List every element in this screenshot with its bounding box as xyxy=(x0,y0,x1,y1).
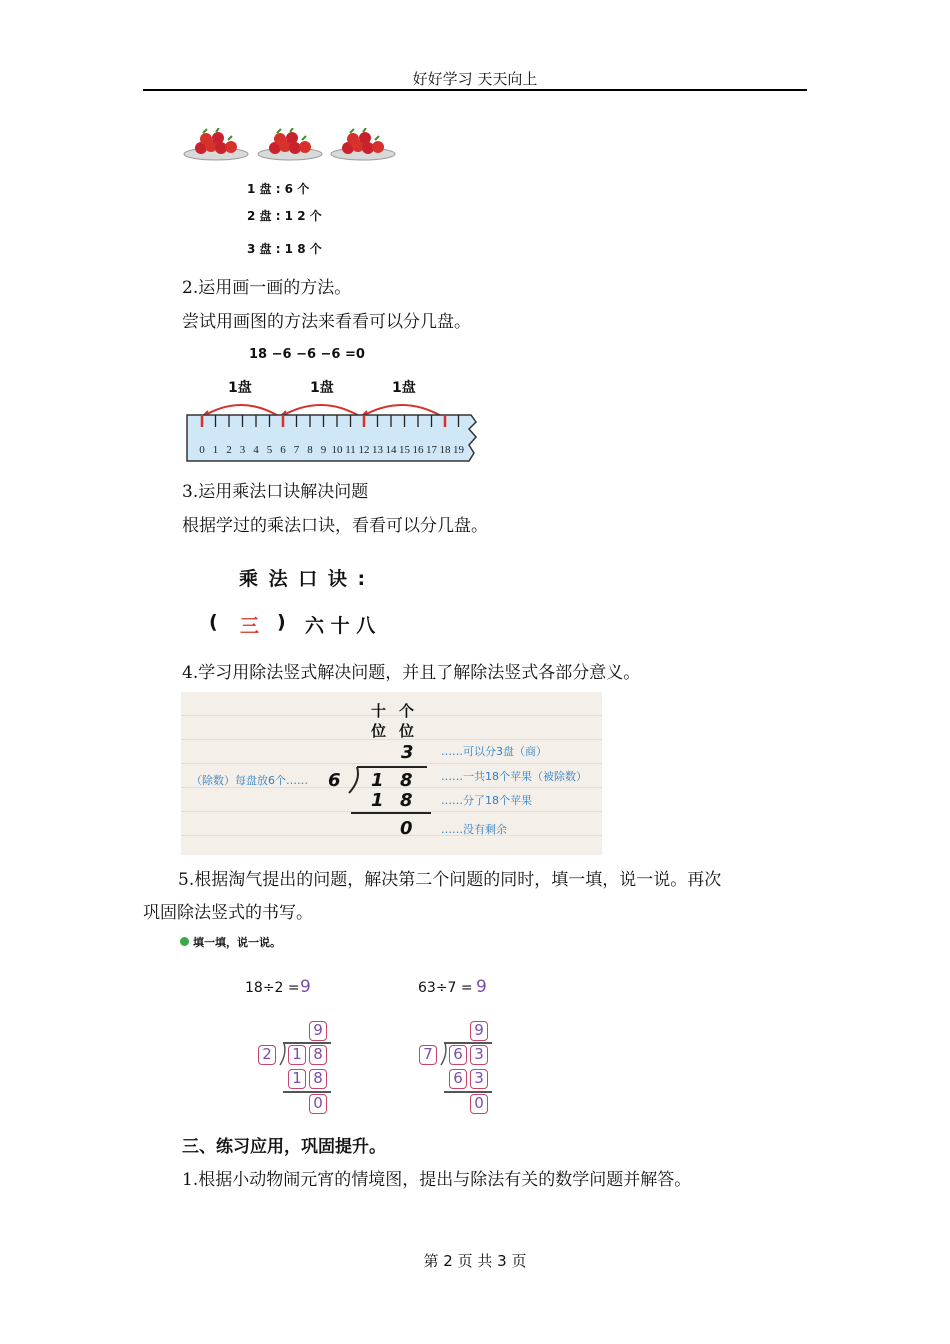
section2-text: 尝试用画图的方法来看看可以分几盘。 xyxy=(182,312,471,332)
part3-heading: 三、练习应用，巩固提升。 xyxy=(182,1137,386,1157)
section5-heading-line2: 巩固除法竖式的书写。 xyxy=(143,903,313,923)
section3-heading: 3.运用乘法口诀解决问题 xyxy=(182,482,369,502)
problem1-remainder-box: 0 xyxy=(309,1094,327,1114)
number-line-ruler xyxy=(186,395,481,465)
plate-count-1: 1 盘 : 6 个 xyxy=(247,182,310,196)
jump-label-1: 1盘 xyxy=(228,380,252,396)
section2-heading: 2.运用画一画的方法。 xyxy=(182,278,352,298)
ruler-number: 17 xyxy=(426,444,437,456)
ruler-number: 8 xyxy=(307,444,313,456)
note-divisor: （除数）每盘放6个…… xyxy=(191,774,308,787)
ruler-number: 10 xyxy=(331,444,343,456)
problem1-product-ones: 8 xyxy=(309,1069,327,1089)
ruler-number: 12 xyxy=(358,444,370,456)
problem1-dividend-tens: 1 xyxy=(288,1045,306,1065)
apple-plates-illustration xyxy=(183,128,398,164)
section4-heading: 4.学习用除法竖式解决问题，并且了解除法竖式各部分意义。 xyxy=(182,663,641,683)
dividend-ones: 8 xyxy=(400,770,413,791)
ruler-number: 0 xyxy=(199,444,205,456)
page-header: 好好学习 天天向上 xyxy=(412,70,538,88)
place-wei-tens: 位 xyxy=(371,722,387,740)
plate-count-3: 3 盘 : 1 8 个 xyxy=(247,242,322,256)
problem1-division-bar xyxy=(283,1042,331,1044)
ruler-number: 13 xyxy=(372,444,383,456)
ruler-number: 2 xyxy=(226,444,232,456)
problem2-bracket xyxy=(439,1042,449,1066)
division-bracket xyxy=(345,766,361,794)
problem1-divisor-box: 2 xyxy=(258,1045,276,1065)
rhyme-answer: 三 xyxy=(240,615,260,637)
rhyme-rest: 六 十 八 xyxy=(305,615,376,637)
ruler-number: 3 xyxy=(239,444,246,456)
problem2-divisor-box: 7 xyxy=(419,1045,437,1065)
ruler-number: 5 xyxy=(266,444,273,456)
problem1-quotient-box: 9 xyxy=(309,1021,327,1041)
division-bar xyxy=(357,766,427,768)
rhyme-open-paren: ( xyxy=(209,611,218,633)
product-tens: 1 xyxy=(371,790,384,811)
plate-1 xyxy=(184,128,248,160)
section3-text: 根据学过的乘法口诀，看看可以分几盘。 xyxy=(182,516,488,536)
divisor-digit: 6 xyxy=(328,770,341,791)
place-wei-ones: 位 xyxy=(399,722,415,740)
fill-say-label: 填一填，说一说。 xyxy=(193,936,281,949)
section5-heading-line1: 5.根据淘气提出的问题，解决第二个问题的同时，填一填，说一说。再次 xyxy=(178,870,722,890)
quotient-digit: 3 xyxy=(401,742,414,763)
problem2-product-tens: 6 xyxy=(449,1069,467,1089)
problem2-dividend-tens: 6 xyxy=(449,1045,467,1065)
problem1-dividend-ones: 8 xyxy=(309,1045,327,1065)
problem2-remainder-box: 0 xyxy=(470,1094,488,1114)
ruler-number: 9 xyxy=(320,444,327,456)
ruler-number: 19 xyxy=(453,444,464,456)
ruler-number: 1 xyxy=(212,444,219,456)
jump-label-3: 1盘 xyxy=(392,380,416,396)
header-divider xyxy=(143,89,807,91)
ruler-number: 15 xyxy=(399,444,410,456)
place-tens: 十 xyxy=(371,702,387,720)
problem2-dividend-ones: 3 xyxy=(470,1045,488,1065)
problem2-quotient-box: 9 xyxy=(470,1021,488,1041)
problem1-subtraction-bar xyxy=(283,1091,331,1093)
note-quotient: ……可以分3盘（商） xyxy=(441,745,547,758)
ruler-number: 11 xyxy=(345,444,356,456)
ruler-number: 6 xyxy=(280,444,286,456)
problem1-answer: 9 xyxy=(300,977,311,997)
page-footer: 第 2 页 共 3 页 xyxy=(423,1252,527,1270)
ruler-number: 4 xyxy=(253,444,259,456)
note-dividend: ……一共18个苹果（被除数） xyxy=(441,770,587,783)
problem1-bracket xyxy=(278,1042,288,1066)
problem1-equation: 18÷2 = xyxy=(245,980,300,996)
plate-count-2: 2 盘 : 1 2 个 xyxy=(247,209,322,223)
ruler-number: 18 xyxy=(439,444,451,456)
dividend-tens: 1 xyxy=(371,770,384,791)
problem2-division-bar xyxy=(444,1042,492,1044)
subtraction-bar xyxy=(351,812,431,814)
problem1-product-tens: 1 xyxy=(288,1069,306,1089)
plate-3 xyxy=(331,128,395,160)
plate-2 xyxy=(258,128,322,160)
problem2-equation: 63÷7 = xyxy=(418,980,473,996)
jump-label-2: 1盘 xyxy=(310,380,334,396)
bullet-dot-icon xyxy=(180,937,189,946)
rhyme-close-paren: ) xyxy=(277,611,286,633)
part3-item1: 1.根据小动物闹元宵的情境图，提出与除法有关的数学问题并解答。 xyxy=(182,1170,692,1190)
subtraction-equation: 18 −6 −6 −6 =0 xyxy=(249,347,365,362)
ruler-number: 16 xyxy=(412,444,424,456)
problem2-answer: 9 xyxy=(476,977,487,997)
place-ones: 个 xyxy=(399,702,415,720)
ruler-number: 14 xyxy=(385,444,397,456)
remainder-digit: 0 xyxy=(400,818,413,839)
note-remainder: ……没有剩余 xyxy=(441,823,507,836)
multiplication-rhyme-title: 乘 法 口 诀 : xyxy=(239,568,368,590)
problem2-product-ones: 3 xyxy=(470,1069,488,1089)
problem2-subtraction-bar xyxy=(444,1091,492,1093)
long-division-diagram xyxy=(181,692,602,855)
ruler-number: 7 xyxy=(293,444,300,456)
product-ones: 8 xyxy=(400,790,413,811)
note-product: ……分了18个苹果 xyxy=(441,794,532,807)
